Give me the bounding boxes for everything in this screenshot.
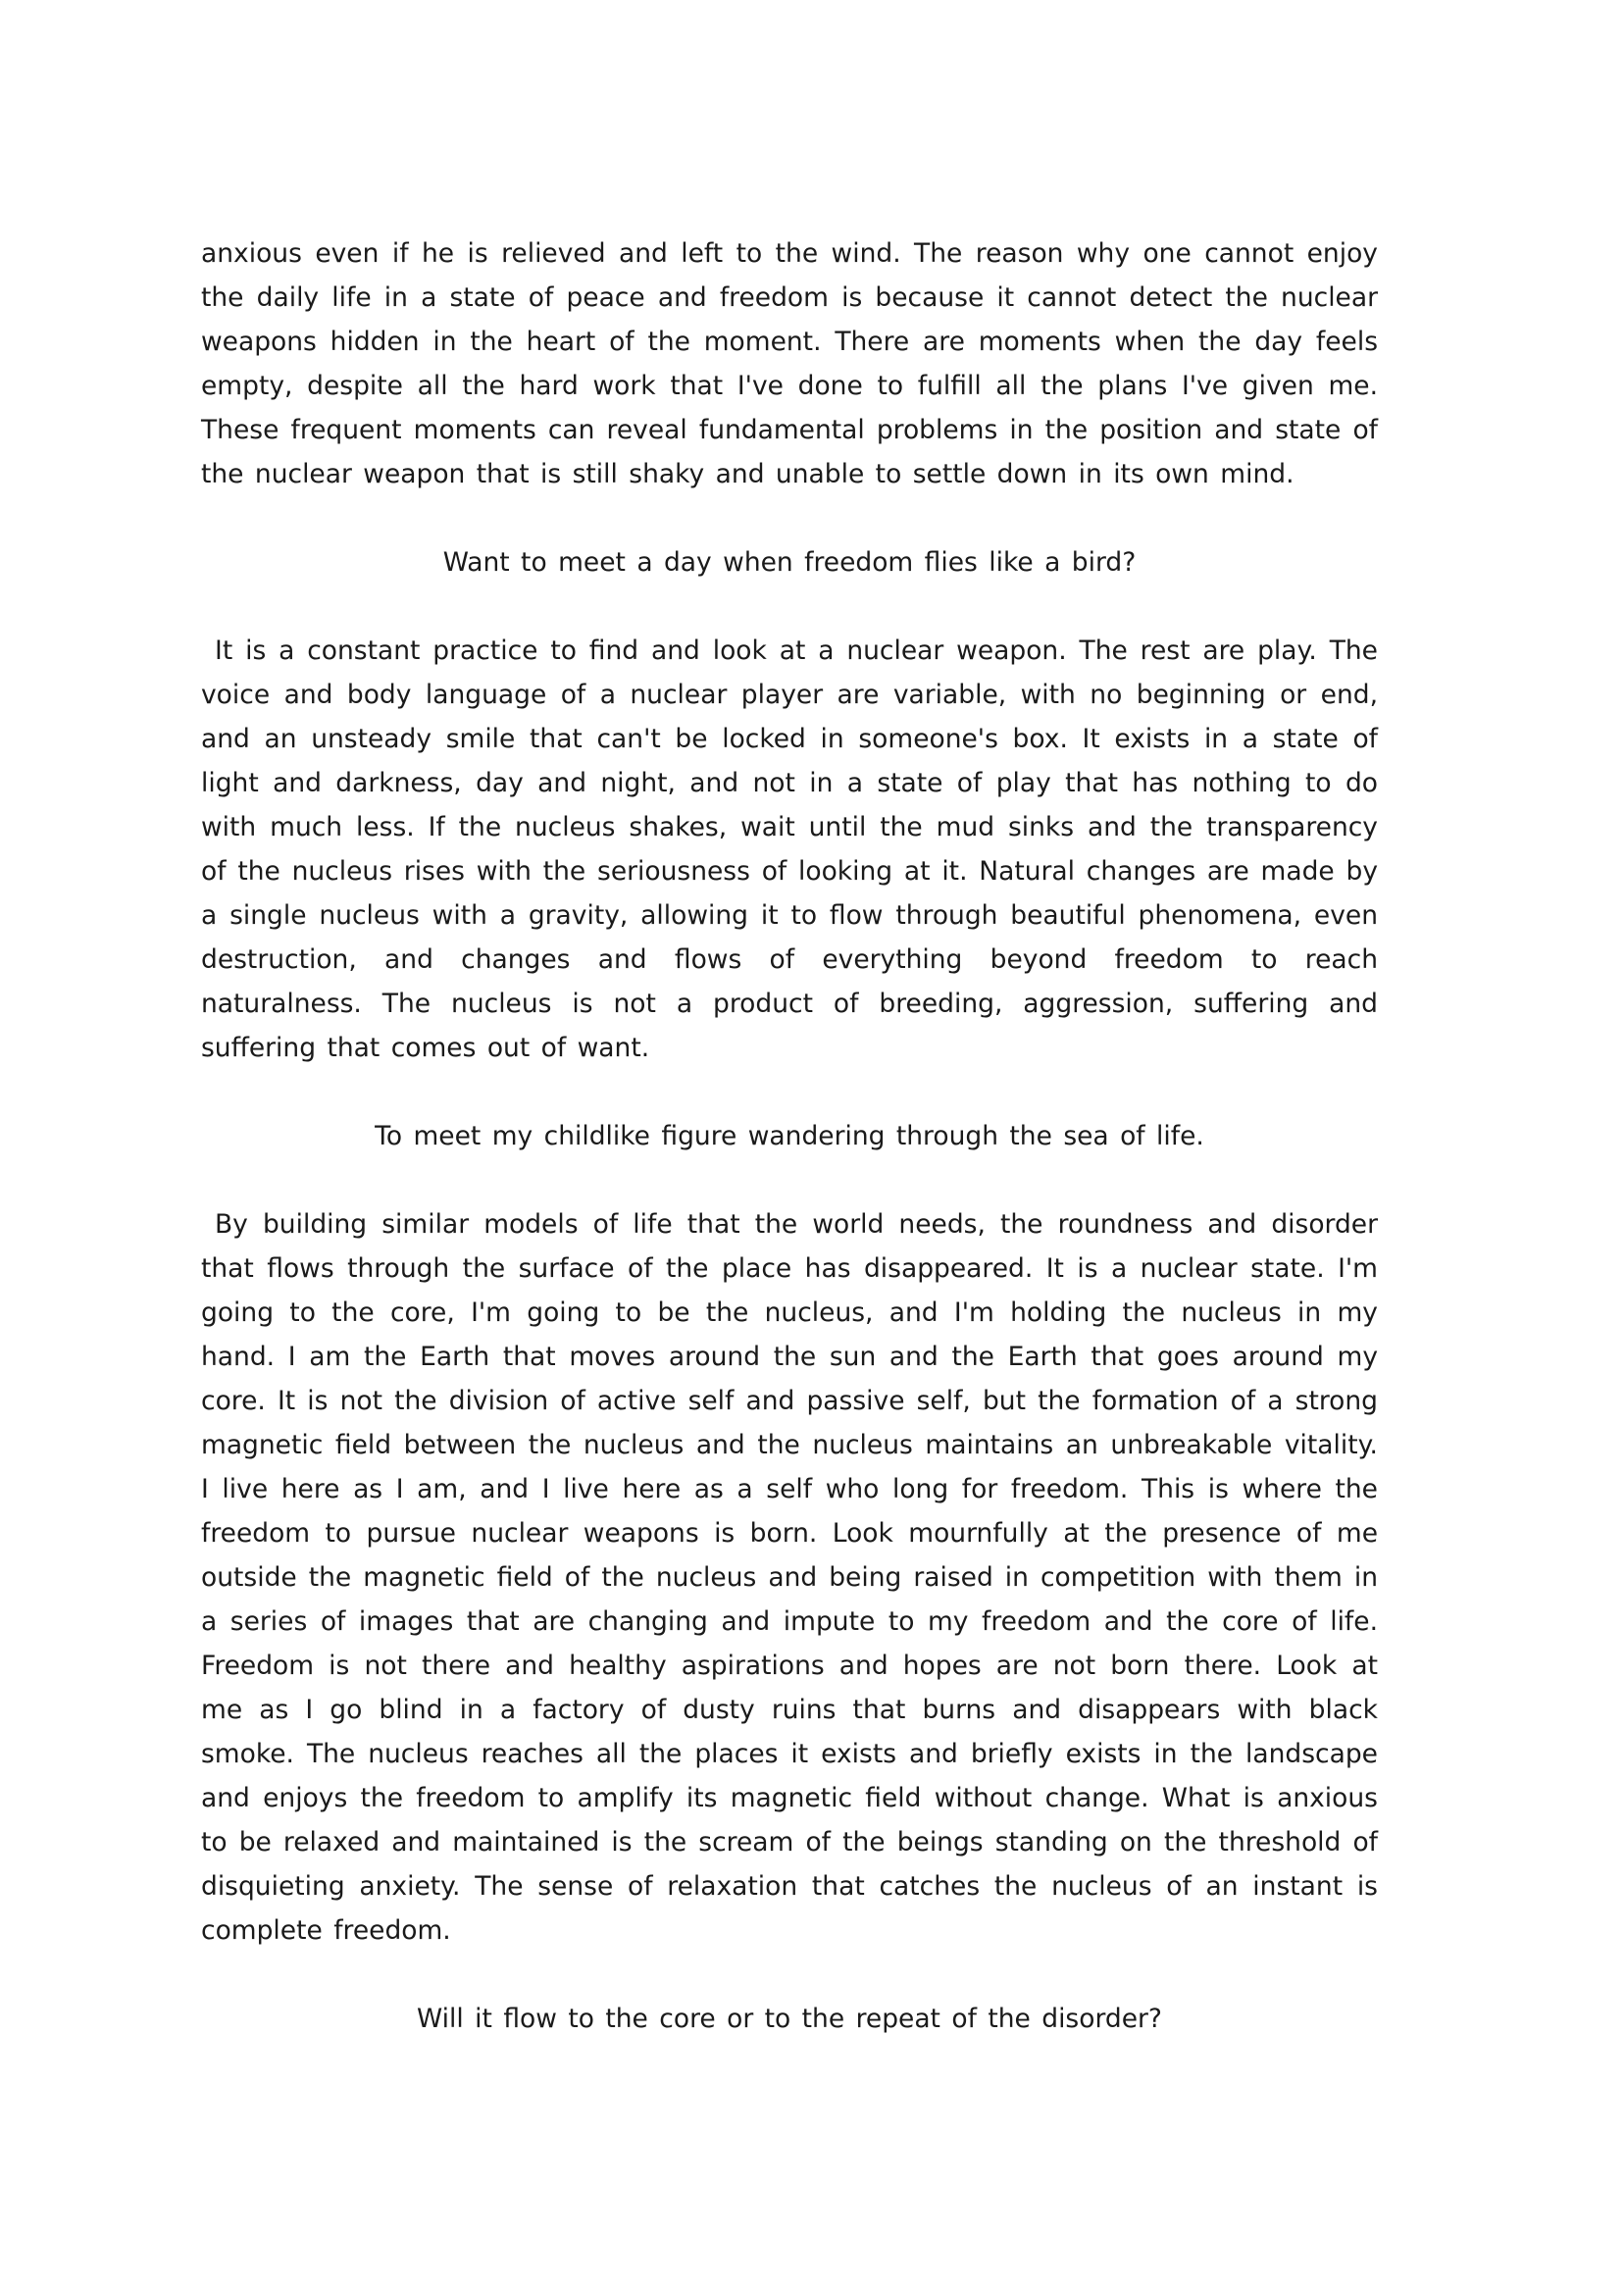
document-body [201, 231, 1378, 2041]
spacer [201, 585, 1378, 629]
paragraph-2: It is a constant practice to find and look at a nuclear weapon. The rest are play. The voice and body language of a nuclear player are variable, with no beginning or end, and an unsteady smile that can't be locked in someone's box. It exists in a state of light and darkness, day and night, and not in a state of play that has nothing to do with much less. If the nucleus shakes, wait until the mud sinks and the transparency of the nucleus rises with the seriousness of looking at it. Natural changes are made by a single nucleus with a gravity, allowing it to flow through beautiful phenomena, even destruction, and changes and flows of everything beyond freedom to reach naturalness. The nucleus is not a product of breeding, aggression, suffering and suffering that comes out of want. [201, 636, 1378, 1063]
spacer [201, 496, 1378, 540]
paragraph-3: By building similar models of life that the world needs, the roundness and disorder that flows through the surface of the place has disappeared. It is a nuclear state. I'm going to the core, I'm going to be the nucleus, and I'm holding the nucleus in my hand. I am the Earth that moves around the sun and the Earth that goes around my core. It is not the division of active self and passive self, but the formation of a strong magnetic field between the nucleus and the nucleus maintains an unbreakable vitality. I live here as I am, and I live here as a self who long for freedom. This is where the freedom to pursue nuclear weapons is born. Look mournfully at the presence of me outside the magnetic field of the nucleus and being raised in competition with them in a series of images that are changing and impute to my freedom and the core of life. Freedom is not there and healthy aspirations and hopes are not born there. Look at me as I go blind in a factory of dusty ruins that burns and disappears with black smoke. The nucleus reaches all the places it exists and briefly exists in the landscape and enjoys the freedom to amplify its magnetic field without change. What is anxious to be relaxed and maintained is the scream of the beings standing on the threshold of disquieting anxiety. The sense of relaxation that catches the nucleus of an instant is complete freedom. [201, 1209, 1378, 1946]
spacer [201, 1953, 1378, 1997]
paragraph-1: anxious even if he is relieved and left to the wind. The reason why one cannot enjoy the daily life in a state of peace and freedom is because it cannot detect the nuclear weapons hidden in the heart of the moment. There are moments when the day feels empty, despite all the hard work that I've done to fulfill all the plans I've given me. These frequent moments can reveal fundamental problems in the position and state of the nuclear weapon that is still shaky and unable to settle down in its own mind. [201, 238, 1378, 489]
section-heading-1: Want to meet a day when freedom flies like a bird? [442, 547, 1137, 578]
spacer [201, 1070, 1378, 1114]
section-heading-2: To meet my childlike figure wandering through the sea of life. [375, 1121, 1204, 1151]
spacer [201, 1158, 1378, 1202]
section-heading-3: Will it flow to the core or to the repeat of the disorder? [417, 2004, 1162, 2034]
